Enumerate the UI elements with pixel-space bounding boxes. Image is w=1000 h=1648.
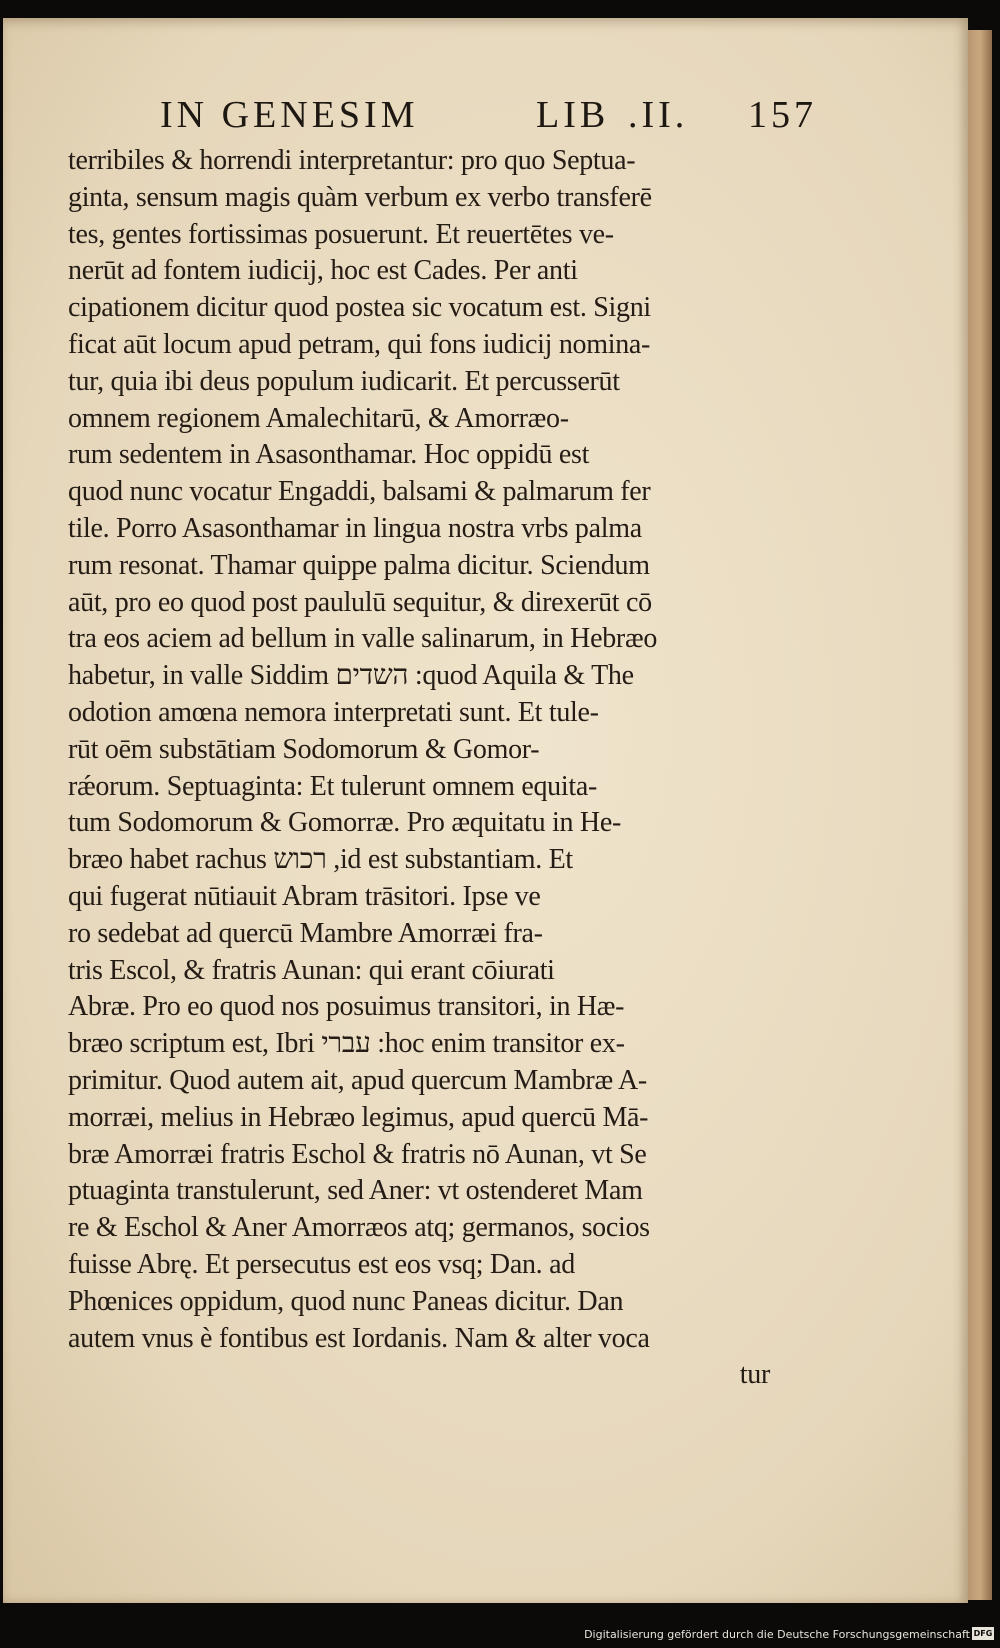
footer-credit: Digitalisierung gefördert durch die Deutsche Forschungsgemeinschaft xyxy=(584,1628,970,1641)
text-line: rǽorum. Septuaginta: Et tulerunt omnem equita- xyxy=(68,770,597,802)
page-edge xyxy=(968,30,992,1600)
text-line: tes, gentes fortissimas posuerunt. Et reuertētes ve- xyxy=(68,218,614,250)
text-line: odotion amœna nemora interpretati sunt. Et tule- xyxy=(68,696,599,728)
book-label: LIB xyxy=(536,94,610,136)
text-line: fuisse Abrę. Et persecutus est eos vsq; Dan. ad xyxy=(68,1248,575,1280)
page-number: 157 xyxy=(748,94,817,136)
running-title: IN GENESIM xyxy=(160,94,419,136)
text-line: nerūt ad fontem iudicij, hoc est Cades. Per anti xyxy=(68,255,578,287)
text-line: tile. Porro Asasonthamar in lingua nostra vrbs palma xyxy=(68,512,642,544)
text-line: rūt oēm substātiam Sodomorum & Gomor- xyxy=(68,733,540,765)
text-line: omnem regionem Amalechitarū, & Amorræo- xyxy=(68,402,569,434)
text-line: rum resonat. Thamar quippe palma dicitur. Sciendum xyxy=(68,549,650,581)
text-line: bræ Amorræi fratris Eschol & fratris nō Aunan, vt Se xyxy=(68,1138,647,1170)
text-line: habetur, in valle Siddim השדים :quod Aquila & The xyxy=(68,660,634,692)
text-line: autem vnus è fontibus est Iordanis. Nam & alter voca xyxy=(68,1322,650,1354)
text-line: ro sedebat ad quercū Mambre Amorræi fra- xyxy=(68,917,543,949)
text-line: tra eos aciem ad bellum in valle salinarum, in Hebræo xyxy=(68,623,658,655)
text-line: tris Escol, & fratris Aunan: qui erant cōiurati xyxy=(68,954,555,986)
text-line: qui fugerat nūtiauit Abram trāsitori. Ipse ve xyxy=(68,880,541,912)
text-line: cipationem dicitur quod postea sic vocatum est. Signi xyxy=(68,292,651,324)
text-line: ginta, sensum magis quàm verbum ex verbo transferē xyxy=(68,181,652,213)
book-number: .II. xyxy=(628,94,689,136)
text-line: primitur. Quod autem ait, apud quercum Mambræ A- xyxy=(68,1064,647,1096)
text-line: re & Eschol & Aner Amorræos atq; germanos, socios xyxy=(68,1212,650,1244)
text-line: ptuaginta transtulerunt, sed Aner: vt ostenderet Mam xyxy=(68,1175,643,1207)
text-line: morræi, melius in Hebræo legimus, apud quercū Mā- xyxy=(68,1101,649,1133)
text-line: aūt, pro eo quod post paululū sequitur, & direxerūt cō xyxy=(68,586,652,618)
text-line: Phœnices oppidum, quod nunc Paneas dicitur. Dan xyxy=(68,1285,624,1317)
digitization-footer xyxy=(0,1622,1000,1648)
text-line: tur, quia ibi deus populum iudicarit. Et percusserūt xyxy=(68,365,620,397)
text-line: quod nunc vocatur Engaddi, balsami & palmarum fer xyxy=(68,476,651,508)
catchword: tur xyxy=(739,1359,770,1391)
text-line: rum sedentem in Asasonthamar. Hoc oppidū est xyxy=(68,439,590,471)
running-header xyxy=(160,93,820,139)
dfg-logo: DFG xyxy=(973,1629,993,1638)
text-line: Abræ. Pro eo quod nos posuimus transitori, in Hæ- xyxy=(68,991,625,1023)
text-line: bræo habet rachus רכוש ,id est substantiam. Et xyxy=(68,844,573,876)
text-line: ficat aūt locum apud petram, qui fons iudicij nomina- xyxy=(68,328,651,360)
text-line: tum Sodomorum & Gomorræ. Pro æquitatu in He- xyxy=(68,807,622,839)
text-line: terribiles & horrendi interpretantur: pro quo Septua- xyxy=(68,145,636,176)
body-text xyxy=(68,143,808,1394)
text-line: bræo scriptum est, Ibri עברי :hoc enim transitor ex- xyxy=(68,1028,625,1060)
